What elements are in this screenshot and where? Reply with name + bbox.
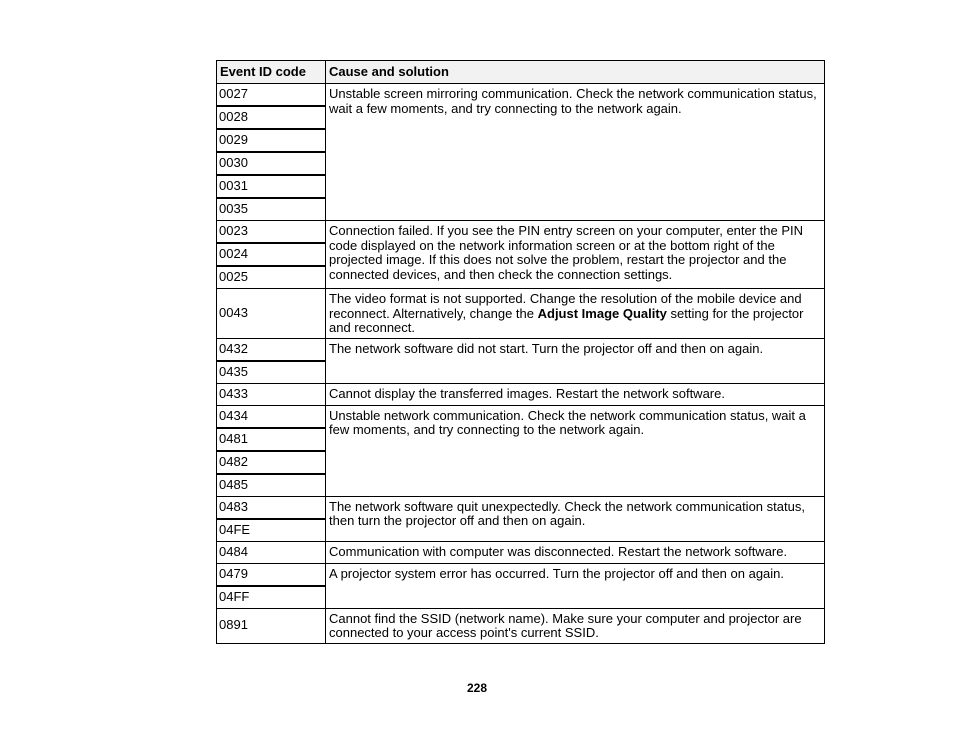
cause-solution-cell (326, 221, 825, 289)
event-id-code-cell: 0481 (217, 428, 326, 451)
setting-name: Adjust Image Quality (537, 305, 667, 321)
cause-solution-cell (326, 289, 825, 339)
cause-text: Unstable network communication. Check the network communication status, wait a few moments, and try connecting to the network again. (329, 407, 806, 437)
table-row (217, 383, 825, 405)
cause-text: Communication with computer was disconnected. Restart the network software. (329, 543, 788, 559)
event-id-code-cell: 0435 (217, 361, 326, 384)
event-id-code-cell: 0030 (217, 152, 326, 175)
table-row (217, 496, 825, 519)
table-row (217, 563, 825, 586)
cause-solution-cell (326, 608, 825, 643)
table-row (217, 84, 825, 107)
event-id-code-cell: 04FF (217, 586, 326, 609)
table-row (217, 405, 825, 428)
cause-solution-cell (326, 563, 825, 608)
event-id-code-cell: 0043 (217, 289, 326, 339)
event-id-code-cell: 0031 (217, 175, 326, 198)
cause-solution-cell (326, 496, 825, 541)
cause-solution-cell (326, 405, 825, 496)
cause-text: The network software quit unexpectedly. Check the network communication status, then turn the projector off and then on again. (329, 498, 805, 528)
event-id-code-cell: 04FE (217, 519, 326, 542)
table-body (217, 84, 825, 644)
header-cause-and-solution: Cause and solution (326, 61, 825, 84)
event-id-code-cell: 0028 (217, 106, 326, 129)
event-id-code-cell: 0024 (217, 243, 326, 266)
table-row (217, 608, 825, 643)
cause-text: A projector system error has occurred. Turn the projector off and then on again. (329, 565, 785, 581)
event-id-code-cell: 0029 (217, 129, 326, 152)
event-id-code-cell: 0434 (217, 405, 326, 428)
event-id-code-cell: 0485 (217, 474, 326, 497)
event-id-code-cell: 0023 (217, 221, 326, 244)
cause-solution-cell (326, 541, 825, 563)
event-id-code-cell: 0484 (217, 541, 326, 563)
event-id-code-cell: 0025 (217, 266, 326, 289)
cause-text: Connection failed. If you see the PIN entry screen on your computer, enter the PIN code displayed on the network information screen or at the bottom right of the projected image. If this does not solve the problem, restart the projector and the connected devices, and then check the connection settings. (329, 223, 804, 282)
event-id-code-cell: 0035 (217, 198, 326, 221)
cause-text: The video format is not supported. Change the resolution of the mobile device and reconnect. Alternatively, change the (329, 291, 802, 321)
page-number: 228 (466, 681, 488, 695)
cause-solution-cell (326, 84, 825, 221)
event-id-code-cell: 0433 (217, 383, 326, 405)
table-row (217, 541, 825, 563)
cause-text: Cannot find the SSID (network name). Make sure your computer and projector are connected to your access point's current SSID. (329, 610, 802, 640)
cause-text: setting for the projector and reconnect. (329, 305, 804, 335)
event-id-code-cell: 0483 (217, 496, 326, 519)
cause-text: Unstable screen mirroring communication. Check the network communication status, wait a few moments, and try connecting to the network again. (329, 86, 817, 116)
event-id-code-cell: 0891 (217, 608, 326, 643)
cause-solution-cell (326, 338, 825, 383)
event-id-code-cell: 0432 (217, 338, 326, 361)
event-id-table (216, 60, 825, 644)
event-id-code-cell: 0482 (217, 451, 326, 474)
table-row (217, 221, 825, 244)
cause-text: Cannot display the transferred images. Restart the network software. (329, 385, 725, 401)
cause-solution-cell (326, 383, 825, 405)
event-id-code-cell: 0479 (217, 563, 326, 586)
event-id-code-cell: 0027 (217, 84, 326, 107)
header-event-id-code: Event ID code (217, 61, 326, 84)
table-row (217, 338, 825, 361)
table-row (217, 289, 825, 339)
table-header-row (217, 61, 825, 84)
cause-text: The network software did not start. Turn the projector off and then on again. (329, 340, 764, 356)
